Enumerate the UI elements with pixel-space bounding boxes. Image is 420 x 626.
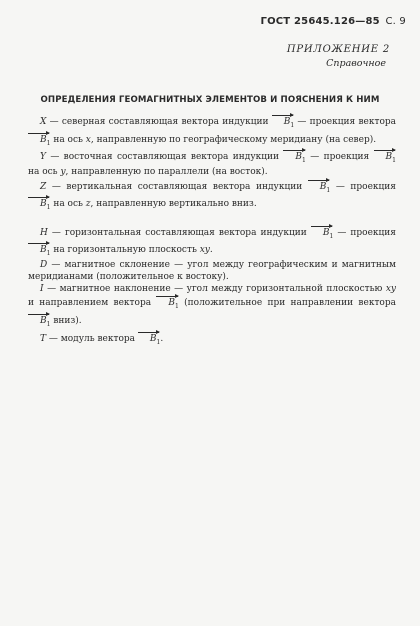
axis-symbol: y (60, 166, 66, 177)
vector-index: 1 (175, 303, 179, 311)
symbol: D (40, 259, 48, 270)
vector-index: 1 (329, 232, 334, 240)
symbol: Y (40, 152, 46, 163)
definition-h (28, 225, 396, 260)
definitions-body (28, 114, 396, 348)
vector-base: B (149, 333, 157, 344)
definition-d (28, 260, 396, 284)
vector-b1 (272, 114, 294, 132)
vector-base: B (40, 315, 47, 326)
definition-text: на ось (50, 199, 86, 210)
vector-index: 1 (302, 156, 306, 164)
vector-b1 (311, 225, 333, 243)
page-number: С. 9 (385, 16, 406, 27)
definition-text: — северная составляющая вектора индукции (46, 117, 272, 127)
symbol: I (40, 283, 44, 294)
definition-t (28, 331, 396, 349)
definition-i (28, 284, 396, 331)
definition-text: , направленную по параллели (на восток). (65, 166, 268, 177)
definition-text: — модуль вектора (46, 333, 138, 344)
vector-b1 (138, 331, 160, 349)
vector-base: B (322, 227, 330, 238)
definition-text: — магнитное наклонение — угол между горизонтальной плоскостью (43, 283, 386, 294)
axis-symbol: z (85, 199, 91, 210)
vector-base: B (40, 199, 47, 210)
vector-index: 1 (392, 156, 396, 164)
section-title: ОПРЕДЕЛЕНИЯ ГЕОМАГНИТНЫХ ЭЛЕМЕНТОВ И ПОЯСНЕНИЯ К НИМ (40, 95, 380, 105)
definition-text: — проекция (333, 227, 396, 238)
vector-b1 (28, 313, 50, 331)
vector-b1 (283, 149, 305, 167)
symbol: Z (40, 181, 47, 192)
vector-index: 1 (46, 250, 51, 258)
vector-index: 1 (46, 139, 51, 147)
definition-text: на ось (28, 166, 61, 177)
definition-text: — горизонтальная составляющая вектора индукции (47, 227, 311, 238)
definition-text: и направлением вектора (28, 298, 157, 309)
axis-symbol: xy (385, 283, 396, 294)
vector-index: 1 (156, 338, 161, 346)
appendix-title: ПРИЛОЖЕНИЕ 2 (286, 44, 390, 55)
definition-text: — магнитное склонение — угол между географическим и магнитным меридианами (положительное к востоку). (28, 259, 396, 282)
definition-text: на горизонтальную плоскость (50, 245, 200, 256)
axis-symbol: x (85, 134, 91, 145)
vector-index: 1 (46, 320, 51, 328)
definition-text: (положительное при направлении вектора (178, 298, 396, 309)
vector-base: B (40, 134, 47, 145)
definition-text: , направленную по географическому меридиану (на север). (90, 134, 377, 145)
definition-text: на ось (50, 134, 86, 145)
definition-text: — проекция вектора (294, 117, 396, 127)
definition-text: вниз). (50, 315, 82, 326)
definition-y (28, 149, 396, 178)
symbol: H (40, 227, 48, 238)
definition-x (28, 114, 396, 149)
symbol: X (40, 117, 47, 127)
definition-text: — проекция (305, 152, 374, 163)
vector-index: 1 (46, 203, 51, 211)
definition-z (28, 179, 396, 214)
definition-text: . (209, 245, 213, 256)
vector-base: B (283, 117, 291, 127)
definition-text: . (160, 333, 164, 344)
vector-base: B (385, 152, 393, 163)
definition-text: , направленную вертикально вниз. (90, 199, 257, 210)
vector-b1 (374, 149, 396, 167)
axis-symbol: xy (199, 245, 210, 256)
vector-base: B (319, 181, 327, 192)
vector-b1 (28, 132, 50, 150)
symbol: T (40, 333, 47, 344)
definition-text: — проекция (330, 181, 396, 192)
vector-b1 (156, 295, 178, 313)
vector-base: B (168, 298, 176, 309)
document-code: ГОСТ 25645.126—85 (260, 16, 380, 27)
appendix-subtitle: Справочное (326, 58, 386, 69)
vector-base: B (295, 152, 303, 163)
vector-index: 1 (326, 186, 331, 194)
definition-text: — вертикальная составляющая вектора индукции (46, 181, 308, 192)
vector-b1 (308, 179, 330, 197)
definition-text: — восточная составляющая вектора индукции (45, 152, 284, 163)
vector-base: B (40, 245, 47, 256)
vector-b1 (28, 196, 50, 214)
page-header (261, 16, 407, 27)
vector-index: 1 (290, 121, 295, 129)
vector-b1 (28, 242, 50, 260)
